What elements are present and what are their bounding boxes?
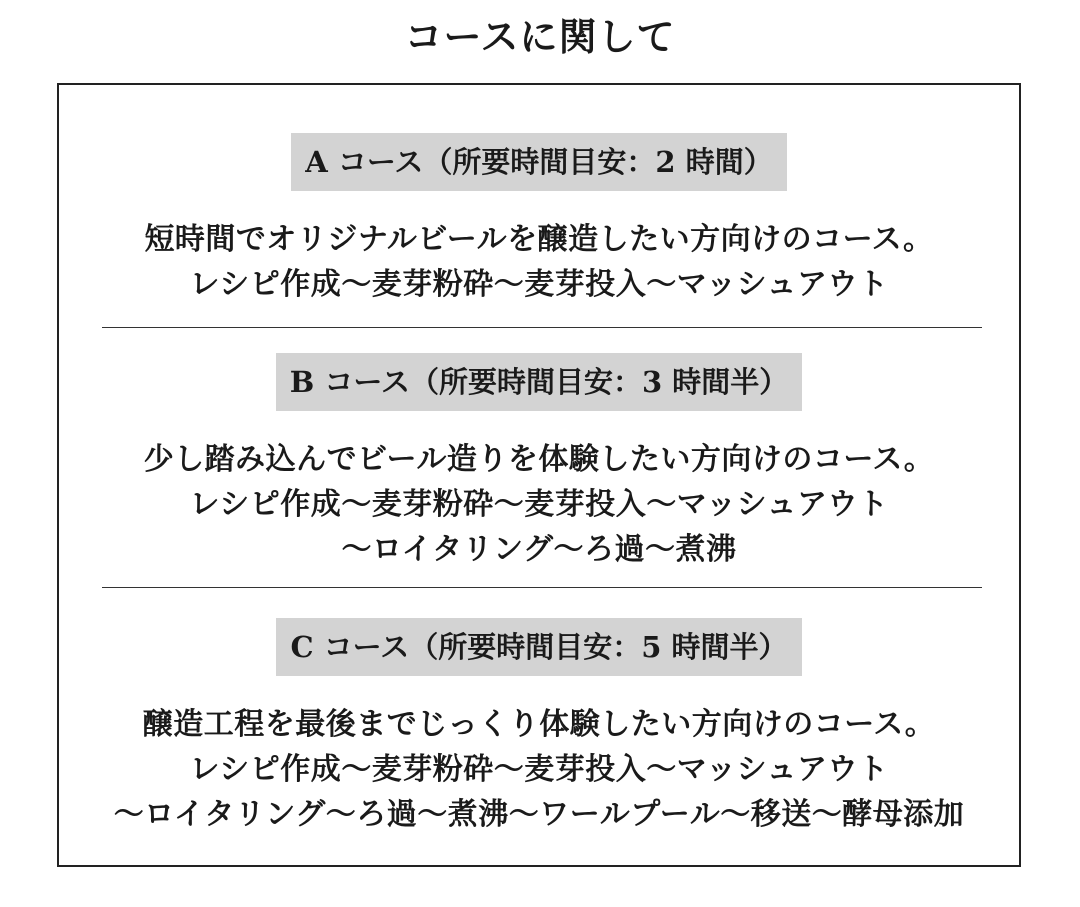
course-b-line-3: ～ロイタリング～ろ過～煮沸 <box>341 532 737 567</box>
course-b-line-2: レシピ作成～麦芽粉砕～麦芽投入～マッシュアウト <box>189 487 889 522</box>
course-b-description <box>59 437 1019 572</box>
course-a-line-2: レシピ作成～麦芽粉砕～麦芽投入～マッシュアウト <box>189 267 889 302</box>
course-a-description <box>59 217 1019 307</box>
course-box <box>57 83 1021 867</box>
course-b-line-1: 少し踏み込んでビール造りを体験したい方向けのコース。 <box>143 442 935 477</box>
course-a-line-1: 短時間でオリジナルビールを醸造したい方向けのコース。 <box>144 222 934 257</box>
course-c-line-3: ～ロイタリング～ろ過～煮沸～ワールプール～移送～酵母添加 <box>113 797 965 832</box>
course-b-heading: B コース（所要時間目安：3 時間半） <box>276 353 802 411</box>
course-c-section <box>59 618 1019 837</box>
course-b-section <box>59 353 1019 572</box>
course-c-line-1: 醸造工程を最後までじっくり体験したい方向けのコース。 <box>142 707 936 742</box>
page-title: コースに関して <box>404 14 676 59</box>
divider-2 <box>102 587 982 588</box>
divider-1 <box>102 327 982 328</box>
course-c-heading: C コース（所要時間目安：5 時間半） <box>276 618 801 676</box>
course-c-description <box>59 702 1019 837</box>
course-c-line-2: レシピ作成～麦芽粉砕～麦芽投入～マッシュアウト <box>189 752 889 787</box>
course-a-section <box>59 133 1019 307</box>
course-a-heading: A コース（所要時間目安：2 時間） <box>291 133 786 191</box>
